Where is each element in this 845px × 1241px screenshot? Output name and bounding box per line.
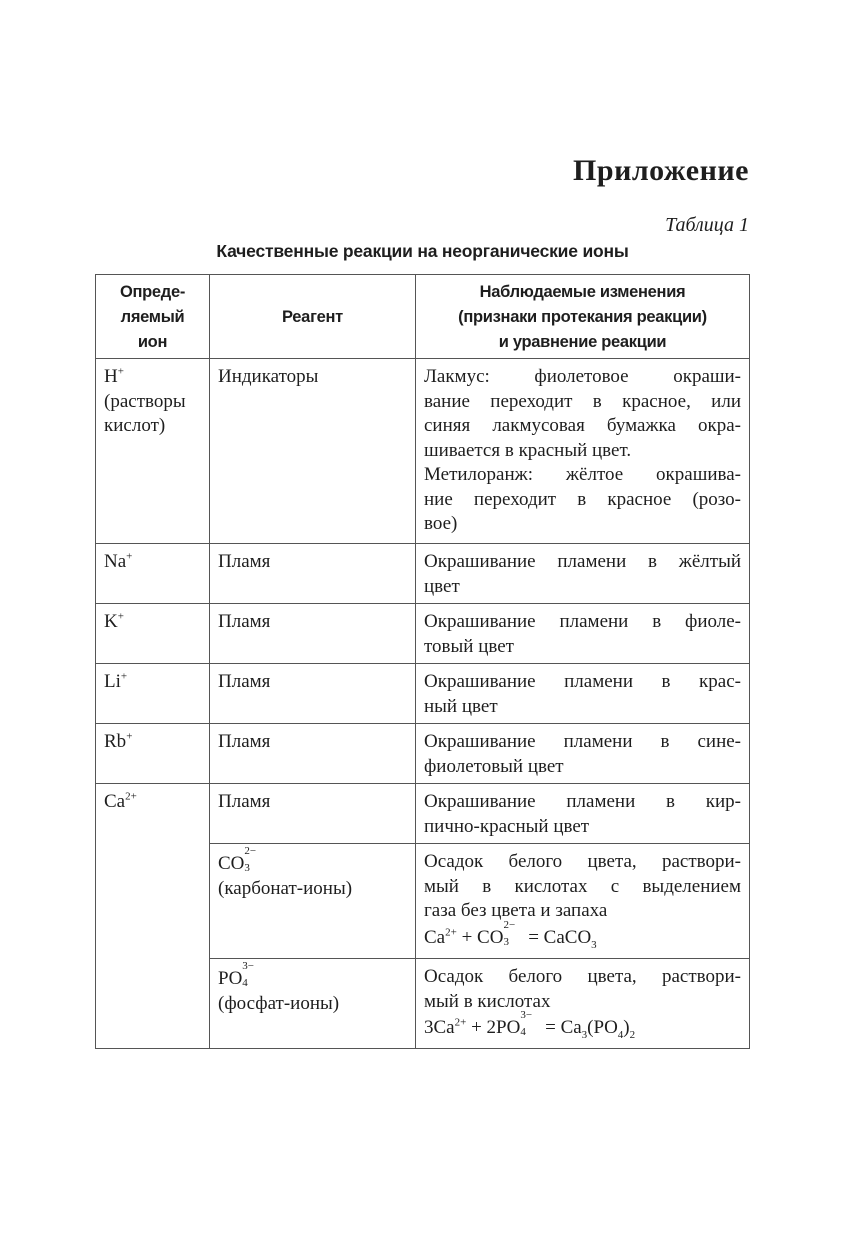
eq-subscript: 4 <box>617 1028 624 1041</box>
ion-cell <box>96 604 210 664</box>
eq-plus: + <box>456 926 478 948</box>
changes-line: мый в кислотах <box>424 990 551 1012</box>
ion-symbol: Rb <box>104 731 127 752</box>
header-ion-line: Опреде- <box>119 282 186 301</box>
eq-plus: + <box>466 1017 487 1038</box>
formula-base: CO <box>218 853 245 874</box>
eq-subscript: 3 <box>581 1028 588 1041</box>
header-ion-line: ляемый <box>120 307 185 326</box>
reaction-equation <box>424 1009 741 1041</box>
eq-equals: = <box>523 926 544 948</box>
changes-cell <box>416 724 750 784</box>
eq-reactant: CO <box>477 926 504 948</box>
ion-symbol: Li <box>104 671 121 692</box>
changes-line: фиолетовый цвет <box>424 755 564 777</box>
header-ion-line: ион <box>137 332 168 351</box>
changes-line: вание переходит в красное, или <box>424 390 741 412</box>
ion-charge: 2+ <box>125 790 137 803</box>
changes-line: Осадок белого цвета, раствори- <box>424 851 741 872</box>
changes-cell <box>416 784 750 844</box>
ion-cell <box>96 784 210 1049</box>
changes-line: пично-красный цвет <box>424 815 590 837</box>
eq-reactant: 3Ca <box>424 1017 455 1038</box>
table-row <box>96 544 750 604</box>
reagent-cell: Индикаторы <box>210 359 416 544</box>
table-caption: Качественные реакции на неорганические ионы <box>216 241 629 261</box>
ion-charge: + <box>126 730 133 743</box>
changes-line: ние переходит в красное (розо- <box>424 488 741 510</box>
ion-symbol: K <box>104 611 118 632</box>
eq-product: Ca <box>560 1017 582 1038</box>
eq-equals: = <box>540 1017 561 1038</box>
eq-reactant: Ca <box>424 926 446 948</box>
header-changes-line: Наблюдаемые изменения <box>479 282 686 301</box>
ion-symbol: H <box>104 366 118 387</box>
appendix-heading: Приложение <box>573 154 749 187</box>
table-row <box>96 664 750 724</box>
reagent-cell: Пламя <box>210 544 416 604</box>
eq-reactant: 2PO <box>486 1017 521 1038</box>
reagent-formula <box>218 845 407 877</box>
reagent-cell <box>210 959 416 1049</box>
reaction-equation <box>424 918 741 951</box>
eq-product-group: ) <box>623 1017 630 1038</box>
reagent-note: (фосфат-ионы) <box>218 992 340 1014</box>
table-row <box>96 604 750 664</box>
eq-subscript: 2 <box>629 1028 636 1041</box>
table-header-row <box>96 275 750 359</box>
formula-subscript: 3 <box>244 862 250 874</box>
ion-symbol: Ca <box>104 791 126 812</box>
changes-line: товый цвет <box>424 635 514 657</box>
changes-cell <box>416 544 750 604</box>
changes-line: ный цвет <box>424 695 498 717</box>
ion-charge: + <box>120 670 128 683</box>
header-changes-line: (признаки протекания реакции) <box>458 307 707 326</box>
reagent-note: (карбонат-ионы) <box>218 877 353 899</box>
eq-charge: 3− <box>520 1009 533 1021</box>
reagent-cell: Пламя <box>210 784 416 844</box>
table-number: Таблица 1 <box>665 214 749 236</box>
changes-line: газа без цвета и запаха <box>424 900 608 921</box>
changes-line: Осадок белого цвета, раствори- <box>424 966 741 987</box>
ion-cell <box>96 359 210 544</box>
eq-charge: 2+ <box>454 1016 467 1029</box>
header-ion <box>96 275 210 359</box>
changes-line: вое) <box>424 513 458 534</box>
reagent-cell: Пламя <box>210 724 416 784</box>
changes-line: Окрашивание пламени в фиоле- <box>424 611 741 632</box>
reagent-cell <box>210 844 416 959</box>
ion-note-line: кислот) <box>104 415 166 436</box>
formula-base: PO <box>218 968 243 989</box>
changes-line: Лакмус: фиолетовое окраши- <box>424 366 741 387</box>
ion-reactions-table <box>95 274 750 1049</box>
changes-cell <box>416 604 750 664</box>
eq-subscript: 4 <box>520 1026 526 1038</box>
table-row <box>96 724 750 784</box>
changes-line: Окрашивание пламени в жёлтый <box>424 551 741 572</box>
changes-line: шивается в красный цвет. <box>424 439 632 461</box>
eq-subscript: 3 <box>503 935 509 948</box>
header-changes-line: и уравнение реакции <box>498 332 667 351</box>
reagent-cell: Пламя <box>210 604 416 664</box>
eq-charge: 2+ <box>445 926 457 939</box>
table-row <box>96 359 750 544</box>
table-row <box>96 784 750 844</box>
ion-cell <box>96 724 210 784</box>
changes-cell <box>416 359 750 544</box>
changes-cell <box>416 844 750 959</box>
changes-line: Окрашивание пламени в сине- <box>424 731 741 752</box>
ion-note-line: (растворы <box>104 390 186 412</box>
eq-charge: 2− <box>503 918 516 931</box>
changes-line: синяя лакмусовая бумажка окра- <box>424 415 741 436</box>
ion-charge: + <box>117 365 124 378</box>
ion-charge: + <box>126 550 133 563</box>
reagent-cell: Пламя <box>210 664 416 724</box>
formula-charge: 3− <box>242 960 255 972</box>
changes-cell <box>416 664 750 724</box>
changes-cell <box>416 959 750 1049</box>
changes-line: цвет <box>424 575 460 597</box>
header-reagent: Реагент <box>210 275 416 359</box>
eq-subscript: 3 <box>591 938 597 951</box>
formula-charge: 2− <box>244 845 257 857</box>
changes-line: Окрашивание пламени в кир- <box>424 791 741 812</box>
header-changes <box>416 275 750 359</box>
ion-charge: + <box>117 610 124 623</box>
formula-subscript: 4 <box>242 977 248 989</box>
eq-product: CaCO <box>543 926 592 948</box>
ion-cell <box>96 544 210 604</box>
ion-symbol: Na <box>104 551 127 572</box>
changes-line: Окрашивание пламени в крас- <box>424 671 741 692</box>
reagent-formula <box>218 960 407 992</box>
changes-line: мый в кислотах с выделением <box>424 875 741 897</box>
ion-cell <box>96 664 210 724</box>
eq-product-group: (PO <box>587 1017 618 1038</box>
changes-line: Метилоранж: жёлтое окрашива- <box>424 464 741 485</box>
